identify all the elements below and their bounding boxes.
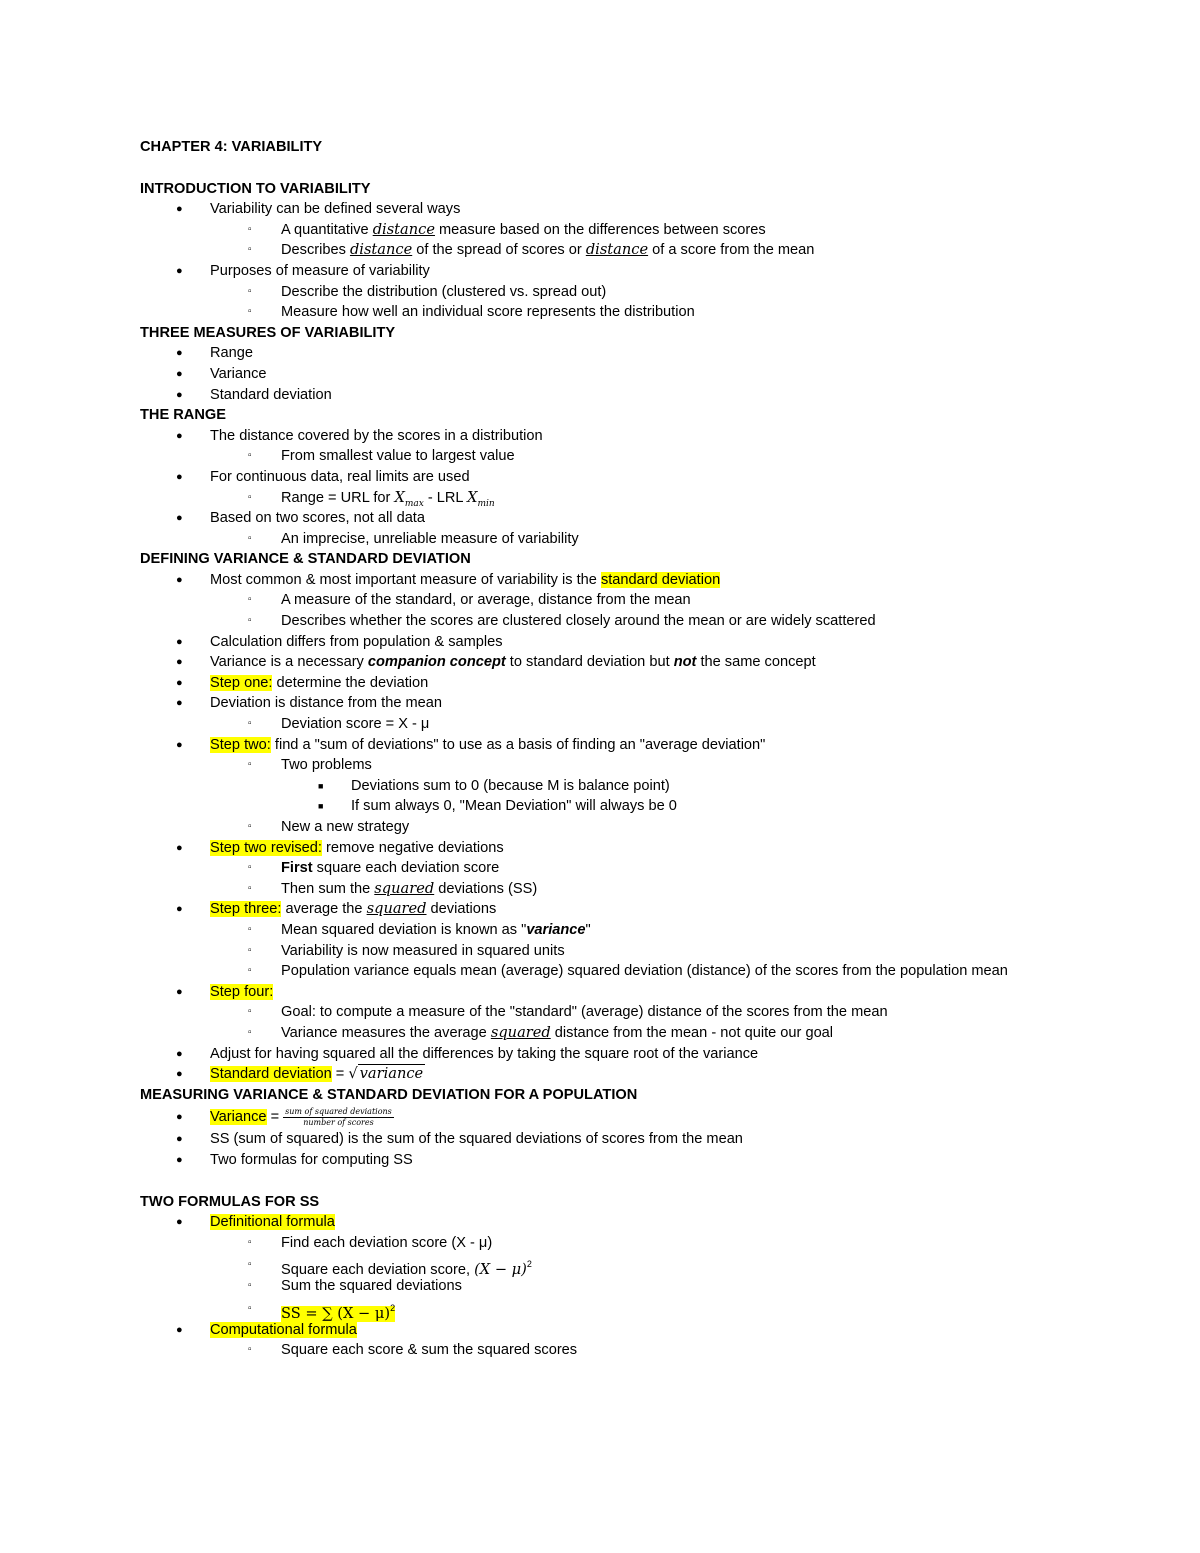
sub-bullet-icon: ▫: [248, 450, 252, 462]
list-item: ● Range: [140, 343, 1090, 364]
list-item: ▫ Range = URL for $X_{max}$ - LRL $X_{min}$: [248, 488, 495, 509]
list-item: ● The distance covered by the scores in a distribution: [140, 426, 1090, 447]
bullet-icon: ●: [176, 573, 183, 586]
list-item: ▫ Mean squared deviation is known as "variance": [140, 920, 1090, 941]
bullet-icon: ●: [176, 347, 183, 360]
list-item: ▫ A measure of the standard, or average, distance from the mean: [140, 590, 1090, 611]
sub-bullet-icon: ▫: [248, 759, 252, 771]
bullet-icon: ●: [176, 985, 183, 998]
chapter-title: CHAPTER 4: VARIABILITY: [140, 139, 323, 155]
sub-bullet-icon: ▫: [248, 944, 252, 956]
list-item: ■ If sum always 0, "Mean Deviation" will always be 0: [140, 796, 1090, 817]
section-heading: INTRODUCTION TO VARIABILITY: [140, 180, 371, 197]
list-item: ▫ Describes distance of the spread of scores or distance of a score from the mean: [140, 240, 1090, 261]
list-item: ● Variance: [140, 364, 1090, 385]
highlight: Variance: [210, 1109, 267, 1126]
sub-bullet-icon: ▫: [248, 1006, 252, 1018]
bullet-icon: ●: [176, 470, 183, 483]
sub-bullet-icon: ▫: [248, 285, 252, 297]
sqrt-formula: √ variance: [348, 1065, 424, 1083]
bullet-icon: ●: [176, 264, 183, 277]
list-item: ● Step one: determine the deviation: [140, 673, 1090, 694]
bullet-icon: ●: [176, 1153, 183, 1166]
bullet-icon: ●: [176, 1133, 183, 1146]
bullet-icon: ●: [176, 429, 183, 442]
list-item: ● Variability can be defined several ways: [140, 199, 1090, 220]
list-item: ▫ Deviation score = X - μ: [140, 714, 1090, 735]
fraction-formula: $\frac{\text{sum of squared deviations}}{\text{number of scores}}$: [285, 1106, 392, 1127]
list-item: ▫ Sum the squared deviations: [140, 1276, 1090, 1297]
list-item: ▫ Describes whether the scores are clustered closely around the mean or are widely scattered: [140, 611, 1090, 632]
spacer: [140, 158, 1090, 179]
sub-bullet-icon: ▫: [248, 1344, 252, 1356]
highlight: Step two revised:: [210, 839, 322, 856]
highlight: Step four:: [210, 983, 274, 1000]
bullet-icon: ●: [176, 635, 183, 648]
list-item: ▫ Two problems: [140, 755, 1090, 776]
list-item: ● Variance = $\frac{\text{sum of squared deviations}}{\text{number of scores}}$: [140, 1105, 1090, 1129]
bullet-icon: ●: [176, 203, 183, 216]
list-item: ● Adjust for having squared all the differences by taking the square root of the variance: [140, 1044, 1090, 1065]
bullet-icon: ●: [176, 1068, 183, 1081]
highlight: Standard deviation: [210, 1066, 332, 1083]
list-item: ▫ New a new strategy: [140, 817, 1090, 838]
sub-bullet-icon: ▫: [248, 1302, 252, 1314]
bullet-icon: ●: [176, 1216, 183, 1229]
highlight: Definitional formula: [210, 1214, 335, 1231]
list-item: ● Step two: find a "sum of deviations" to use as a basis of finding an "average deviation": [140, 735, 1090, 756]
list-item: ● Variance is a necessary companion concept to standard deviation but not the same concept: [140, 652, 1090, 673]
sub-bullet-icon: ▫: [248, 306, 252, 318]
list-item: ▫ Measure how well an individual score represents the distribution: [140, 302, 1090, 323]
bullet-icon: ●: [176, 697, 183, 710]
bullet-icon: ●: [176, 656, 183, 669]
highlight: Step three:: [210, 901, 282, 918]
sub-bullet-icon: ▫: [248, 491, 252, 503]
list-item: ● Step three: average the squared deviations: [140, 899, 1090, 920]
sub-bullet-icon: ▫: [248, 862, 252, 874]
sub-bullet-icon: ▫: [248, 1026, 252, 1038]
bullet-icon: ●: [176, 512, 183, 525]
document-page: [140, 137, 1090, 1361]
highlight: Step two:: [210, 736, 271, 753]
list-item: ● Standard deviation = √ variance: [140, 1064, 1090, 1085]
list-item: [140, 1212, 1090, 1233]
list-item: ● Based on two scores, not all data: [140, 508, 1090, 529]
list-item: ● Step two revised: remove negative deviations: [140, 838, 1090, 859]
bullet-icon: ●: [176, 676, 183, 689]
list-item: ● SS (sum of squared) is the sum of the squared deviations of scores from the mean: [140, 1129, 1090, 1150]
list-item: ■ Deviations sum to 0 (because M is balance point): [140, 776, 1090, 797]
list-item: ● Deviation is distance from the mean: [140, 693, 1090, 714]
bullet-icon: ●: [176, 388, 183, 401]
list-item: ● Two formulas for computing SS: [140, 1150, 1090, 1171]
sub-bullet-icon: ▫: [248, 1280, 252, 1292]
square-bullet-icon: ■: [318, 780, 324, 791]
list-item: ▫ An imprecise, unreliable measure of variability: [140, 529, 1090, 550]
highlight: Step one:: [210, 674, 273, 691]
list-item: ● Most common & most important measure of variability is the standard deviation: [140, 570, 1090, 591]
sub-bullet-icon: ▫: [248, 965, 252, 977]
highlight: standard deviation: [600, 571, 721, 588]
section-heading: MEASURING VARIANCE & STANDARD DEVIATION FOR A POPULATION: [140, 1086, 638, 1103]
bullet-icon: ●: [176, 367, 183, 380]
list-item: ▫ Square each score & sum the squared scores: [140, 1340, 1090, 1361]
section-heading: THE RANGE: [140, 407, 226, 424]
bullet-icon: ●: [176, 1323, 183, 1336]
list-item: [140, 1297, 1090, 1320]
list-item: ▫ Variance measures the average squared distance from the mean - not quite our goal: [140, 1023, 1090, 1044]
sub-bullet-icon: ▫: [248, 821, 252, 832]
sub-bullet-icon: ▫: [248, 1259, 252, 1271]
sub-bullet-icon: ▫: [248, 882, 252, 894]
section-heading: THREE MEASURES OF VARIABILITY: [140, 324, 396, 341]
list-item: ▫ Population variance equals mean (average) squared deviation (distance) of the scores from the population mean: [140, 961, 1041, 982]
list-item: ▫ Goal: to compute a measure of the "standard" (average) distance of the scores from the mean: [140, 1002, 1090, 1023]
square-bullet-icon: ■: [318, 801, 324, 812]
sub-bullet-icon: ▫: [248, 1236, 252, 1248]
list-item: ● Standard deviation: [140, 385, 1090, 406]
sub-bullet-icon: ▫: [248, 923, 252, 935]
list-item: [140, 982, 1090, 1003]
section-heading: TWO FORMULAS FOR SS: [140, 1193, 320, 1210]
bullet-icon: ●: [176, 1111, 183, 1124]
list-item: ▫ Square each deviation score, $(X - \mu)^2$: [140, 1253, 1090, 1276]
list-item: ▫ A quantitative distance measure based on the differences between scores: [140, 220, 1090, 241]
list-item: ▫ Find each deviation score (X - μ): [140, 1233, 1090, 1254]
sub-bullet-icon: ▫: [248, 615, 252, 627]
list-item: ● For continuous data, real limits are used: [140, 467, 1090, 488]
list-item: ▫ Describe the distribution (clustered vs. spread out): [140, 282, 1090, 303]
section-heading: DEFINING VARIANCE & STANDARD DEVIATION: [140, 551, 471, 568]
sub-bullet-icon: ▫: [248, 594, 252, 606]
list-item: ● Calculation differs from population & samples: [140, 632, 1090, 653]
highlight: SS = ∑ $(X - \mu)^2$: [281, 1302, 396, 1322]
highlight: Computational formula: [210, 1321, 357, 1338]
list-item: ▫ From smallest value to largest value: [140, 446, 1090, 467]
bullet-icon: ●: [176, 738, 183, 751]
list-item: ● Purposes of measure of variability: [140, 261, 1090, 282]
bullet-icon: ●: [176, 903, 183, 916]
list-item: ▫ Variability is now measured in squared units: [140, 941, 1090, 962]
sub-bullet-icon: ▫: [248, 718, 252, 730]
list-item: [140, 1320, 1090, 1341]
bullet-icon: ●: [176, 1047, 183, 1060]
list-item: ▫ First square each deviation score: [140, 858, 1090, 879]
sub-bullet-icon: ▫: [248, 223, 252, 235]
sub-bullet-icon: ▫: [248, 244, 252, 256]
spacer: [140, 1171, 1090, 1192]
bullet-icon: ●: [176, 841, 183, 854]
sub-bullet-icon: ▫: [248, 532, 252, 544]
list-item: ▫ Then sum the squared deviations (SS): [140, 879, 1090, 900]
